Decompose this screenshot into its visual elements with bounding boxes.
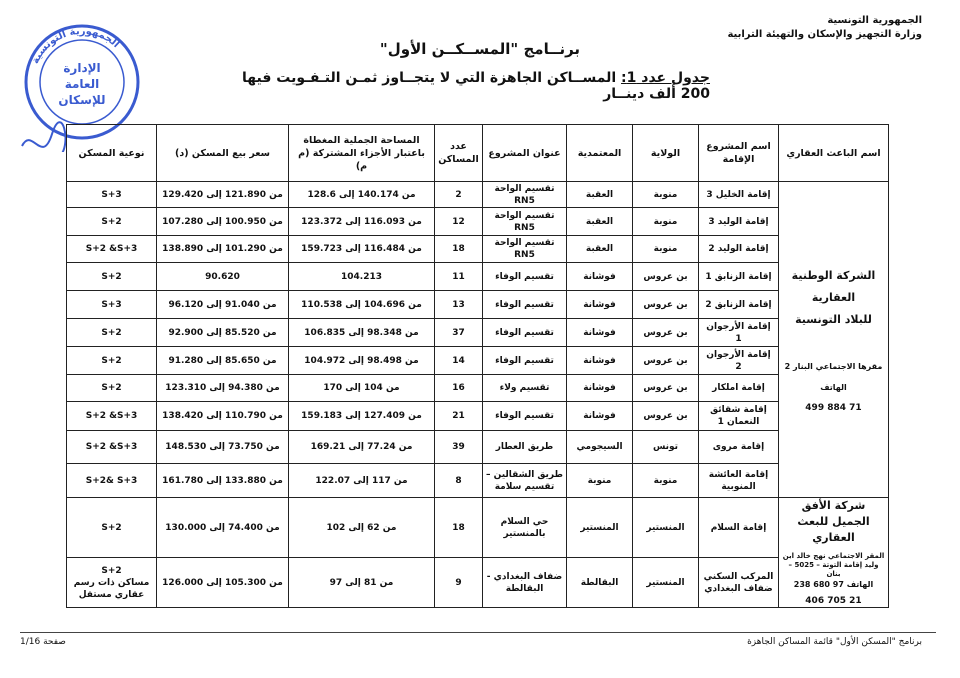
developer-name-line: العقارية [811,291,856,304]
footer-document-title: برنامج "المسكن الأول" قائمة المساكن الجاهزة [747,637,922,647]
table-row [67,263,889,291]
developer-hq: مقرها الاجتماعي البنار 2 [784,362,883,371]
delegation: فوشانة [567,319,633,347]
sale-price: من 94.380 إلى 123.310 [157,375,289,402]
sale-price: من 73.750 إلى 148.530 [157,431,289,464]
delegation: العقبة [567,208,633,236]
governorate: المنستير [633,498,699,558]
project-address: تقسيم الواحة RN5 [483,208,567,236]
covered-area: من 140.174 إلى 128.6 [289,182,435,208]
ministry-label: وزارة التجهيز والإسكان والتهيئة الترابية [727,29,922,40]
delegation: فوشانة [567,375,633,402]
covered-area: من 81 إلى 97 [289,558,435,608]
housing-type: S+3 [67,291,157,319]
developer-name-line: للبلاد التونسية [795,313,872,326]
republic-label: الجمهورية التونسية [827,15,922,26]
delegation: العقبة [567,236,633,263]
stamp-line-3: للإسكان [58,93,106,107]
project-name: إقامة العائشة المنوبية [699,464,779,498]
col-address: عنوان المشروع [483,125,567,182]
project-address: تقسيم ولاء [483,375,567,402]
governorate: بن عروس [633,347,699,375]
project-address: ضفاف البغدادي - البقالطة [483,558,567,608]
unit-count: 12 [435,208,483,236]
governorate: منوبة [633,208,699,236]
table-row [67,208,889,236]
table-title [210,70,710,102]
project-address: تقسيم الوفاء [483,402,567,431]
governorate: بن عروس [633,319,699,347]
covered-area: 104.213 [289,263,435,291]
stamp-line-1: الإدارة [63,61,101,75]
governorate: بن عروس [633,375,699,402]
governorate: بن عروس [633,402,699,431]
col-project: اسم المشروع الإقامة [699,125,779,182]
covered-area: من 77.24 إلى 169.21 [289,431,435,464]
unit-count: 37 [435,319,483,347]
housing-type: S+2 [67,375,157,402]
housing-type: S+2 &S+3 [67,431,157,464]
col-developer: اسم الباعث العقاري [779,125,889,182]
table-label: جدول عدد 1: [621,70,710,86]
table-row [67,319,889,347]
project-name: إقامة الوليد 2 [699,236,779,263]
sale-price: من 101.290 إلى 138.890 [157,236,289,263]
sale-price: من 110.790 إلى 138.420 [157,402,289,431]
project-address: طريق العطار [483,431,567,464]
unit-count: 9 [435,558,483,608]
covered-area: من 127.409 إلى 159.183 [289,402,435,431]
project-address: تقسيم الوفاء [483,291,567,319]
project-name: إقامة شقائق النعمان 1 [699,402,779,431]
project-name: إقامة املكار [699,375,779,402]
unit-count: 18 [435,498,483,558]
developer-phone: 71 884 499 [805,403,862,413]
delegation: منوبة [567,464,633,498]
col-delegation: المعتمدية [567,125,633,182]
unit-count: 11 [435,263,483,291]
housing-type: S+2 [67,498,157,558]
governorate: بن عروس [633,263,699,291]
housing-type: S+2& S+3 [67,464,157,498]
delegation: العقبة [567,182,633,208]
project-name: المركب السكني ضفاف البغدادي [699,558,779,608]
unit-count: 16 [435,375,483,402]
project-address: تقسيم الوفاء [483,347,567,375]
unit-count: 39 [435,431,483,464]
developer-name: شركة الأفق الجميل للبعث العقاري [797,499,870,544]
table-header-row [67,125,889,182]
developer-cell-snit [779,182,889,498]
delegation: فوشانة [567,263,633,291]
sale-price: من 121.890 إلى 129.420 [157,182,289,208]
project-name: إقامة السلام [699,498,779,558]
sale-price: من 85.520 إلى 92.900 [157,319,289,347]
delegation: السيجومي [567,431,633,464]
delegation: فوشانة [567,347,633,375]
housing-type: S+2 [67,319,157,347]
developer-cell-ofok [779,498,889,608]
unit-count: 14 [435,347,483,375]
col-governorate: الولاية [633,125,699,182]
project-address: حي السلام بالمنستير [483,498,567,558]
developer-phone: 21 705 406 [805,596,862,606]
governorate: منوبة [633,236,699,263]
housing-type-value: S+2 [101,565,122,576]
project-name: إقامة الأرجوان 1 [699,319,779,347]
covered-area: من 104.696 إلى 110.538 [289,291,435,319]
delegation: المنستير [567,498,633,558]
project-address: تقسيم الواحة RN5 [483,182,567,208]
table-row [67,375,889,402]
page-number: صفحة 1/16 [20,637,66,647]
developer-hq: المقر الاجتماعي نهج خالد ابن وليد إقامة التوتة – 5025 – بنان [782,552,885,578]
developer-phone-label: الهاتف [820,383,847,392]
housing-type: S+3 [67,182,157,208]
delegation: فوشانة [567,402,633,431]
covered-area: من 117 إلى 122.07 [289,464,435,498]
unit-count: 8 [435,464,483,498]
table-row [67,236,889,263]
sale-price: من 100.950 إلى 107.280 [157,208,289,236]
sale-price: من 105.300 إلى 126.000 [157,558,289,608]
header-authority [727,14,922,42]
footer-rule [20,632,936,633]
project-name: إقامة الوليد 3 [699,208,779,236]
covered-area: من 62 إلى 102 [289,498,435,558]
table-row [67,431,889,464]
covered-area: من 116.484 إلى 159.723 [289,236,435,263]
sale-price: 90.620 [157,263,289,291]
col-price: سعر بيع المسكن (د) [157,125,289,182]
governorate: منوبة [633,182,699,208]
housing-type: S+2 &S+3 [67,236,157,263]
table-row [67,558,889,608]
covered-area: من 98.348 إلى 106.835 [289,319,435,347]
sale-price: من 74.400 إلى 130.000 [157,498,289,558]
covered-area: من 98.498 إلى 104.972 [289,347,435,375]
stamp-ring-text: الجمهورية التونسية [30,25,122,66]
housing-type [67,558,157,608]
col-type: نوعية المسكن [67,125,157,182]
governorate: بن عروس [633,291,699,319]
project-address: طريق الشقالين – تقسيم سلامة [483,464,567,498]
delegation: فوشانة [567,291,633,319]
stamp-line-2: العامة [64,77,100,91]
developer-phone: 97 680 238 [793,580,844,589]
housing-table [66,124,889,608]
project-name: إقامة الزنابق 2 [699,291,779,319]
sale-price: من 91.040 إلى 96.120 [157,291,289,319]
sale-price: من 133.880 إلى 161.780 [157,464,289,498]
table-row [67,347,889,375]
project-address: تقسيم الوفاء [483,263,567,291]
program-title: برنــامج "المســكــن الأول" [379,40,581,58]
project-name: إقامة مروى [699,431,779,464]
governorate: تونس [633,431,699,464]
table-row [67,498,889,558]
sale-price: من 85.650 إلى 91.280 [157,347,289,375]
project-name: إقامة الخليل 3 [699,182,779,208]
unit-count: 21 [435,402,483,431]
table-row [67,291,889,319]
housing-type: S+2 &S+3 [67,402,157,431]
table-row [67,182,889,208]
covered-area: من 104 إلى 170 [289,375,435,402]
unit-count: 2 [435,182,483,208]
developer-phone-label: الهاتف [846,580,874,589]
delegation: البقالطة [567,558,633,608]
table-row [67,464,889,498]
governorate: المنستير [633,558,699,608]
covered-area: من 116.093 إلى 123.372 [289,208,435,236]
unit-count: 18 [435,236,483,263]
housing-type: S+2 [67,208,157,236]
project-name: إقامة الزنابق 1 [699,263,779,291]
table-row [67,402,889,431]
project-address: تقسيم الواحة RN5 [483,236,567,263]
unit-count: 13 [435,291,483,319]
project-name: إقامة الأرجوان 2 [699,347,779,375]
housing-type: S+2 [67,347,157,375]
col-area: المساحة الجملية المغطاة باعتبار الأجزاء المشتركة (م م) [289,125,435,182]
project-address: تقسيم الوفاء [483,319,567,347]
col-count: عدد المساكن [435,125,483,182]
developer-name-line: الشركة الوطنية [791,269,876,282]
housing-type: S+2 [67,263,157,291]
housing-type-note: مساكن ذات رسم عقاري مستقل [73,577,150,600]
table-description: المســاكن الجاهزة التي لا يتجــاوز ثمـن التـفـويت فيها 200 ألف دينــار [242,70,710,102]
governorate: منوبة [633,464,699,498]
